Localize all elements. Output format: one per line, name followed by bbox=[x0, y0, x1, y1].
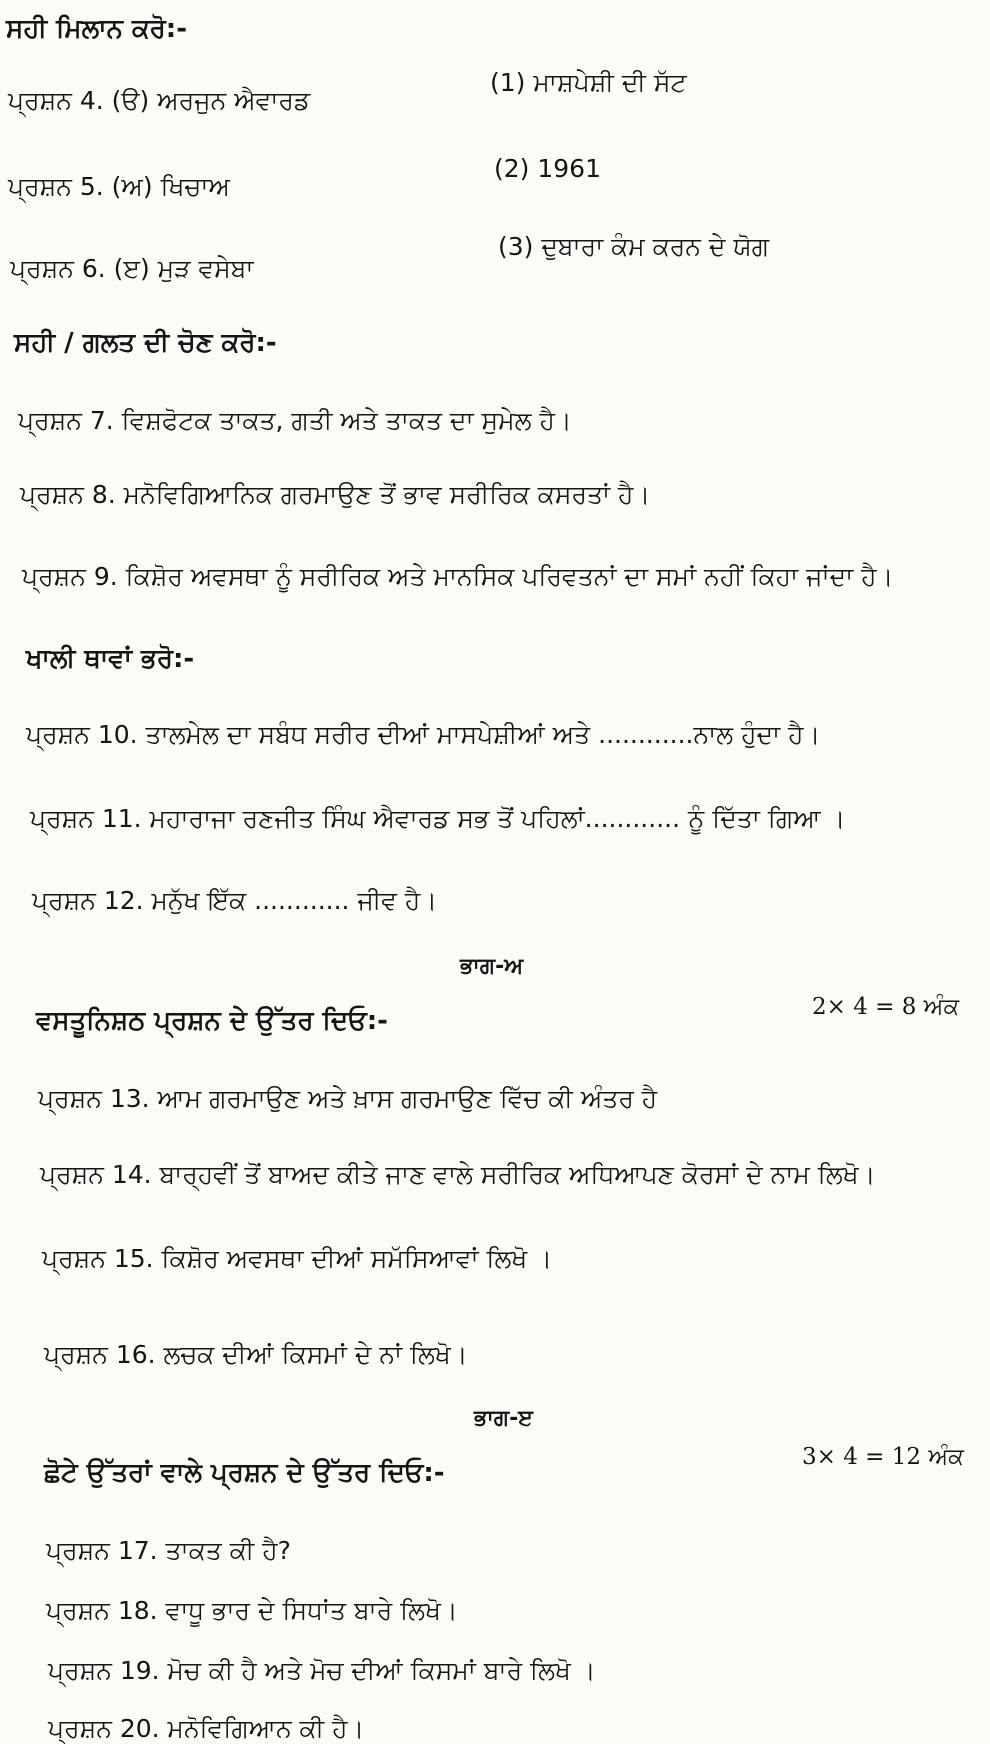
match-left-item: ਪ੍ਰਸ਼ਨ 4. (ੳ) ਅਰਜੁਨ ਐਵਾਰਡ bbox=[8, 86, 311, 115]
question-19: ਪ੍ਰਸ਼ਨ 19. ਮੋਚ ਕੀ ਹੈ ਅਤੇ ਮੋਚ ਦੀਆਂ ਕਿਸਮਾਂ ਬਾਰੇ ਲਿਖੋ । bbox=[48, 1656, 596, 1685]
question-16: ਪ੍ਰਸ਼ਨ 16. ਲਚਕ ਦੀਆਂ ਕਿਸਮਾਂ ਦੇ ਨਾਂ ਲਿਖੋ। bbox=[44, 1340, 468, 1369]
part-e-heading: ਛੋਟੇ ਉੱਤਰਾਂ ਵਾਲੇ ਪ੍ਰਸ਼ਨ ਦੇ ਉੱਤਰ ਦਿਓ:- bbox=[44, 1458, 445, 1488]
match-left-item: ਪ੍ਰਸ਼ਨ 5. (ਅ) ਖਿਚਾਅ bbox=[8, 172, 231, 201]
part-a-heading: ਵਸਤੂਨਿਸ਼ਠ ਪ੍ਰਸ਼ਨ ਦੇ ਉੱਤਰ ਦਿਓ:- bbox=[36, 1006, 388, 1036]
question-13: ਪ੍ਰਸ਼ਨ 13. ਆਮ ਗਰਮਾਉਣ ਅਤੇ ਖ਼ਾਸ ਗਰਮਾਉਣ ਵਿੱਚ ਕੀ ਅੰਤਰ ਹੈ bbox=[38, 1084, 658, 1113]
match-right-item: (3) ਦੁਬਾਰਾ ਕੰਮ ਕਰਨ ਦੇ ਯੋਗ bbox=[498, 232, 770, 261]
match-right-item: (2) 1961 bbox=[494, 154, 601, 183]
part-a-marks: 2× 4 = 8 ਅੰਕ bbox=[812, 994, 960, 1020]
question-18: ਪ੍ਰਸ਼ਨ 18. ਵਾਧੂ ਭਾਰ ਦੇ ਸਿਧਾਂਤ ਬਾਰੇ ਲਿਖੋ। bbox=[46, 1596, 458, 1625]
question-10: ਪ੍ਰਸ਼ਨ 10. ਤਾਲਮੇਲ ਦਾ ਸਬੰਧ ਸਰੀਰ ਦੀਆਂ ਮਾਸਪੇਸ਼ੀਆਂ ਅਤੇ ............ਨਾਲ ਹੁੰਦਾ ਹੈ। bbox=[26, 720, 821, 749]
question-9: ਪ੍ਰਸ਼ਨ 9. ਕਿਸ਼ੋਰ ਅਵਸਥਾ ਨੂੰ ਸਰੀਰਿਕ ਅਤੇ ਮਾਨਸਿਕ ਪਰਿਵਤਨਾਂ ਦਾ ਸਮਾਂ ਨਹੀਂ ਕਿਹਾ ਜਾਂਦਾ ਹੈ। bbox=[22, 562, 894, 591]
truefalse-heading: ਸਹੀ / ਗਲਤ ਦੀ ਚੋਣ ਕਰੋ:- bbox=[14, 328, 277, 358]
question-17: ਪ੍ਰਸ਼ਨ 17. ਤਾਕਤ ਕੀ ਹੈ? bbox=[46, 1536, 291, 1565]
question-15: ਪ੍ਰਸ਼ਨ 15. ਕਿਸ਼ੋਰ ਅਵਸਥਾ ਦੀਆਂ ਸਮੱਸਿਆਵਾਂ ਲਿਖੋ । bbox=[42, 1244, 553, 1273]
part-a-title: ਭਾਗ-ਅ bbox=[460, 954, 524, 979]
question-11: ਪ੍ਰਸ਼ਨ 11. ਮਹਾਰਾਜਾ ਰਣਜੀਤ ਸਿੰਘ ਐਵਾਰਡ ਸਭ ਤੋਂ ਪਹਿਲਾਂ............ ਨੂੰ ਦਿੱਤਾ ਗਿਆ । bbox=[30, 804, 846, 833]
question-20: ਪ੍ਰਸ਼ਨ 20. ਮਨੋਵਿਗਿਆਨ ਕੀ ਹੈ। bbox=[48, 1714, 365, 1743]
part-e-title: ਭਾਗ-ੲ bbox=[474, 1406, 533, 1431]
match-right-item: (1) ਮਾਸ਼ਪੇਸ਼ੀ ਦੀ ਸੱਟ bbox=[490, 68, 687, 97]
question-7: ਪ੍ਰਸ਼ਨ 7. ਵਿਸ਼ਫੋਟਕ ਤਾਕਤ, ਗਤੀ ਅਤੇ ਤਾਕਤ ਦਾ ਸੁਮੇਲ ਹੈ। bbox=[18, 406, 572, 435]
question-8: ਪ੍ਰਸ਼ਨ 8. ਮਨੋਵਿਗਿਆਨਿਕ ਗਰਮਾਉਣ ਤੋਂ ਭਾਵ ਸਰੀਰਿਕ ਕਸਰਤਾਂ ਹੈ। bbox=[20, 480, 651, 509]
match-left-item: ਪ੍ਰਸ਼ਨ 6. (ੲ) ਮੁੜ ਵਸੇਬਾ bbox=[10, 254, 254, 283]
part-e-marks: 3× 4 = 12 ਅੰਕ bbox=[802, 1444, 964, 1470]
question-12: ਪ੍ਰਸ਼ਨ 12. ਮਨੁੱਖ ਇੱਕ ............ ਜੀਵ ਹੈ। bbox=[32, 886, 438, 915]
question-14: ਪ੍ਰਸ਼ਨ 14. ਬਾਰ੍ਹਵੀਂ ਤੋਂ ਬਾਅਦ ਕੀਤੇ ਜਾਣ ਵਾਲੇ ਸਰੀਰਿਕ ਅਧਿਆਪਣ ਕੋਰਸਾਂ ਦੇ ਨਾਮ ਲਿਖੋ। bbox=[40, 1160, 876, 1189]
match-heading: ਸਹੀ ਮਿਲਾਨ ਕਰੋ:- bbox=[6, 14, 187, 44]
fill-heading: ਖਾਲੀ ਥਾਵਾਂ ਭਰੋ:- bbox=[26, 644, 195, 674]
